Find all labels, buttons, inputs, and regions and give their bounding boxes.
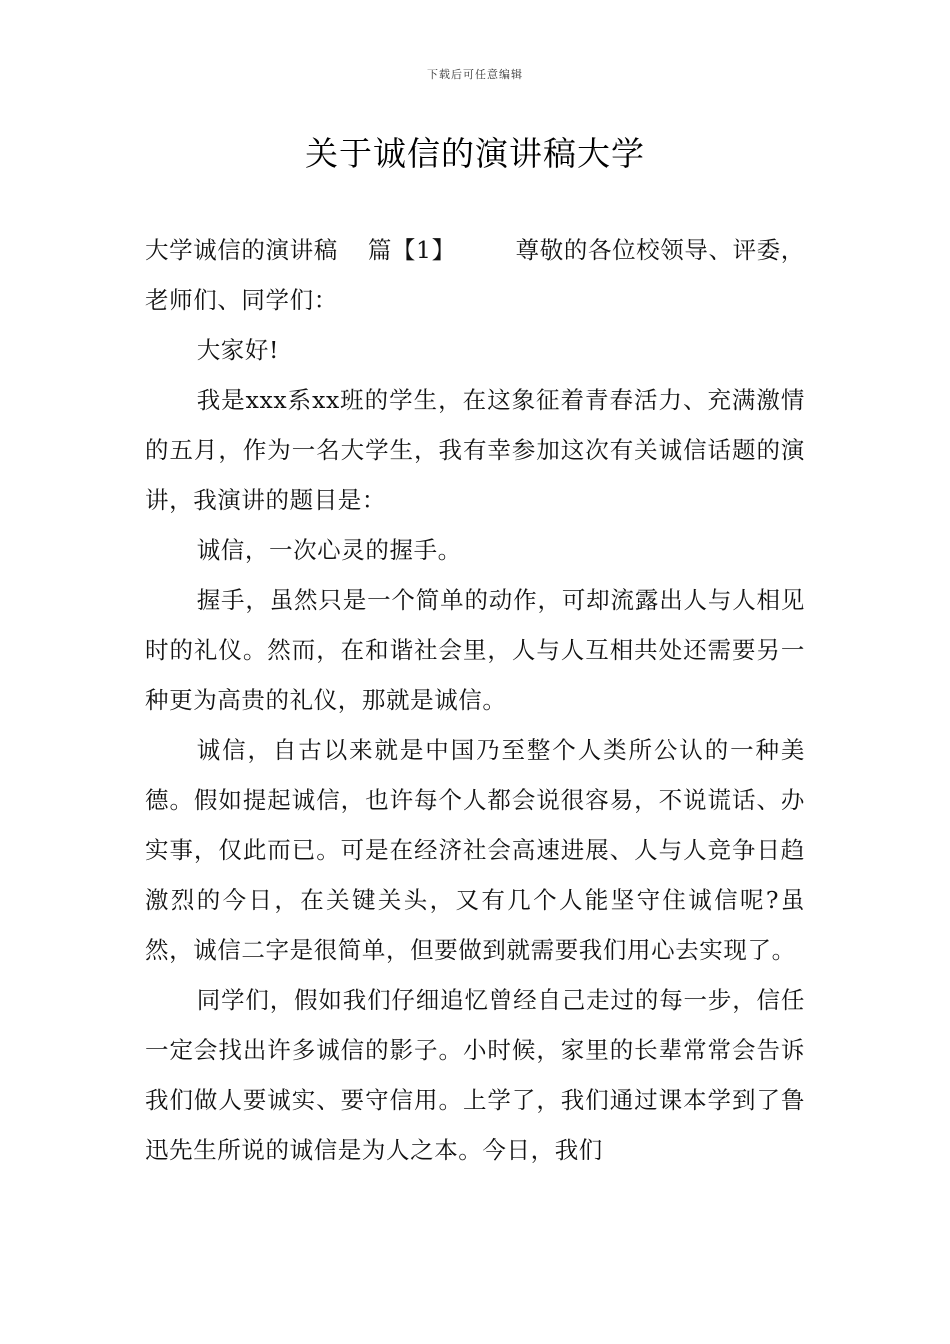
paragraph-greeting: 大家好! [196, 336, 280, 364]
paragraph-handshake: 握手，虽然只是一个简单的动作，可却流露出人与人相见时的礼仪。然而，在和谐社会里，人与人互相共处还需要另一种更为高贵的礼仪，那就是诚信。 [145, 586, 805, 714]
document-body [145, 225, 805, 1175]
salutation-end: 老师们、同学们： [145, 286, 338, 314]
doc-name: 大学诚信的演讲稿 [145, 236, 338, 264]
salutation-start: 尊敬的各位校领导、评委， [515, 236, 805, 264]
page-header-note: 下载后可任意编辑 [427, 68, 523, 81]
paragraph-topic: 诚信，一次心灵的握手。 [196, 536, 462, 564]
paragraph-memories: 同学们，假如我们仔细追忆曾经自己走过的每一步，信任一定会找出许多诚信的影子。小时候，家里的长辈常常会告诉我们做人要诚实、要守信用。上学了，我们通过课本学到了鲁迅先生所说的诚信是为人之本。今日，我们 [145, 986, 805, 1164]
section-label: 篇【1】 [367, 236, 456, 264]
paragraph-virtue: 诚信，自古以来就是中国乃至整个人类所公认的一种美德。假如提起诚信，也许每个人都会说很容易，不说谎话、办实事，仅此而已。可是在经济社会高速进展、人与人竞争日趋激烈的今日，在关键关头，又有几个人能坚守住诚信呢?虽然，诚信二字是很简单，但要做到就需要我们用心去实现了。 [145, 736, 805, 964]
paragraph-introduction: 我是xxx系xx班的学生，在这象征着青春活力、充满激情的五月，作为一名大学生，我有幸参加这次有关诚信话题的演讲，我演讲的题目是： [145, 386, 805, 514]
document-title: 关于诚信的演讲稿大学 [305, 134, 645, 173]
intro-line [145, 225, 805, 275]
